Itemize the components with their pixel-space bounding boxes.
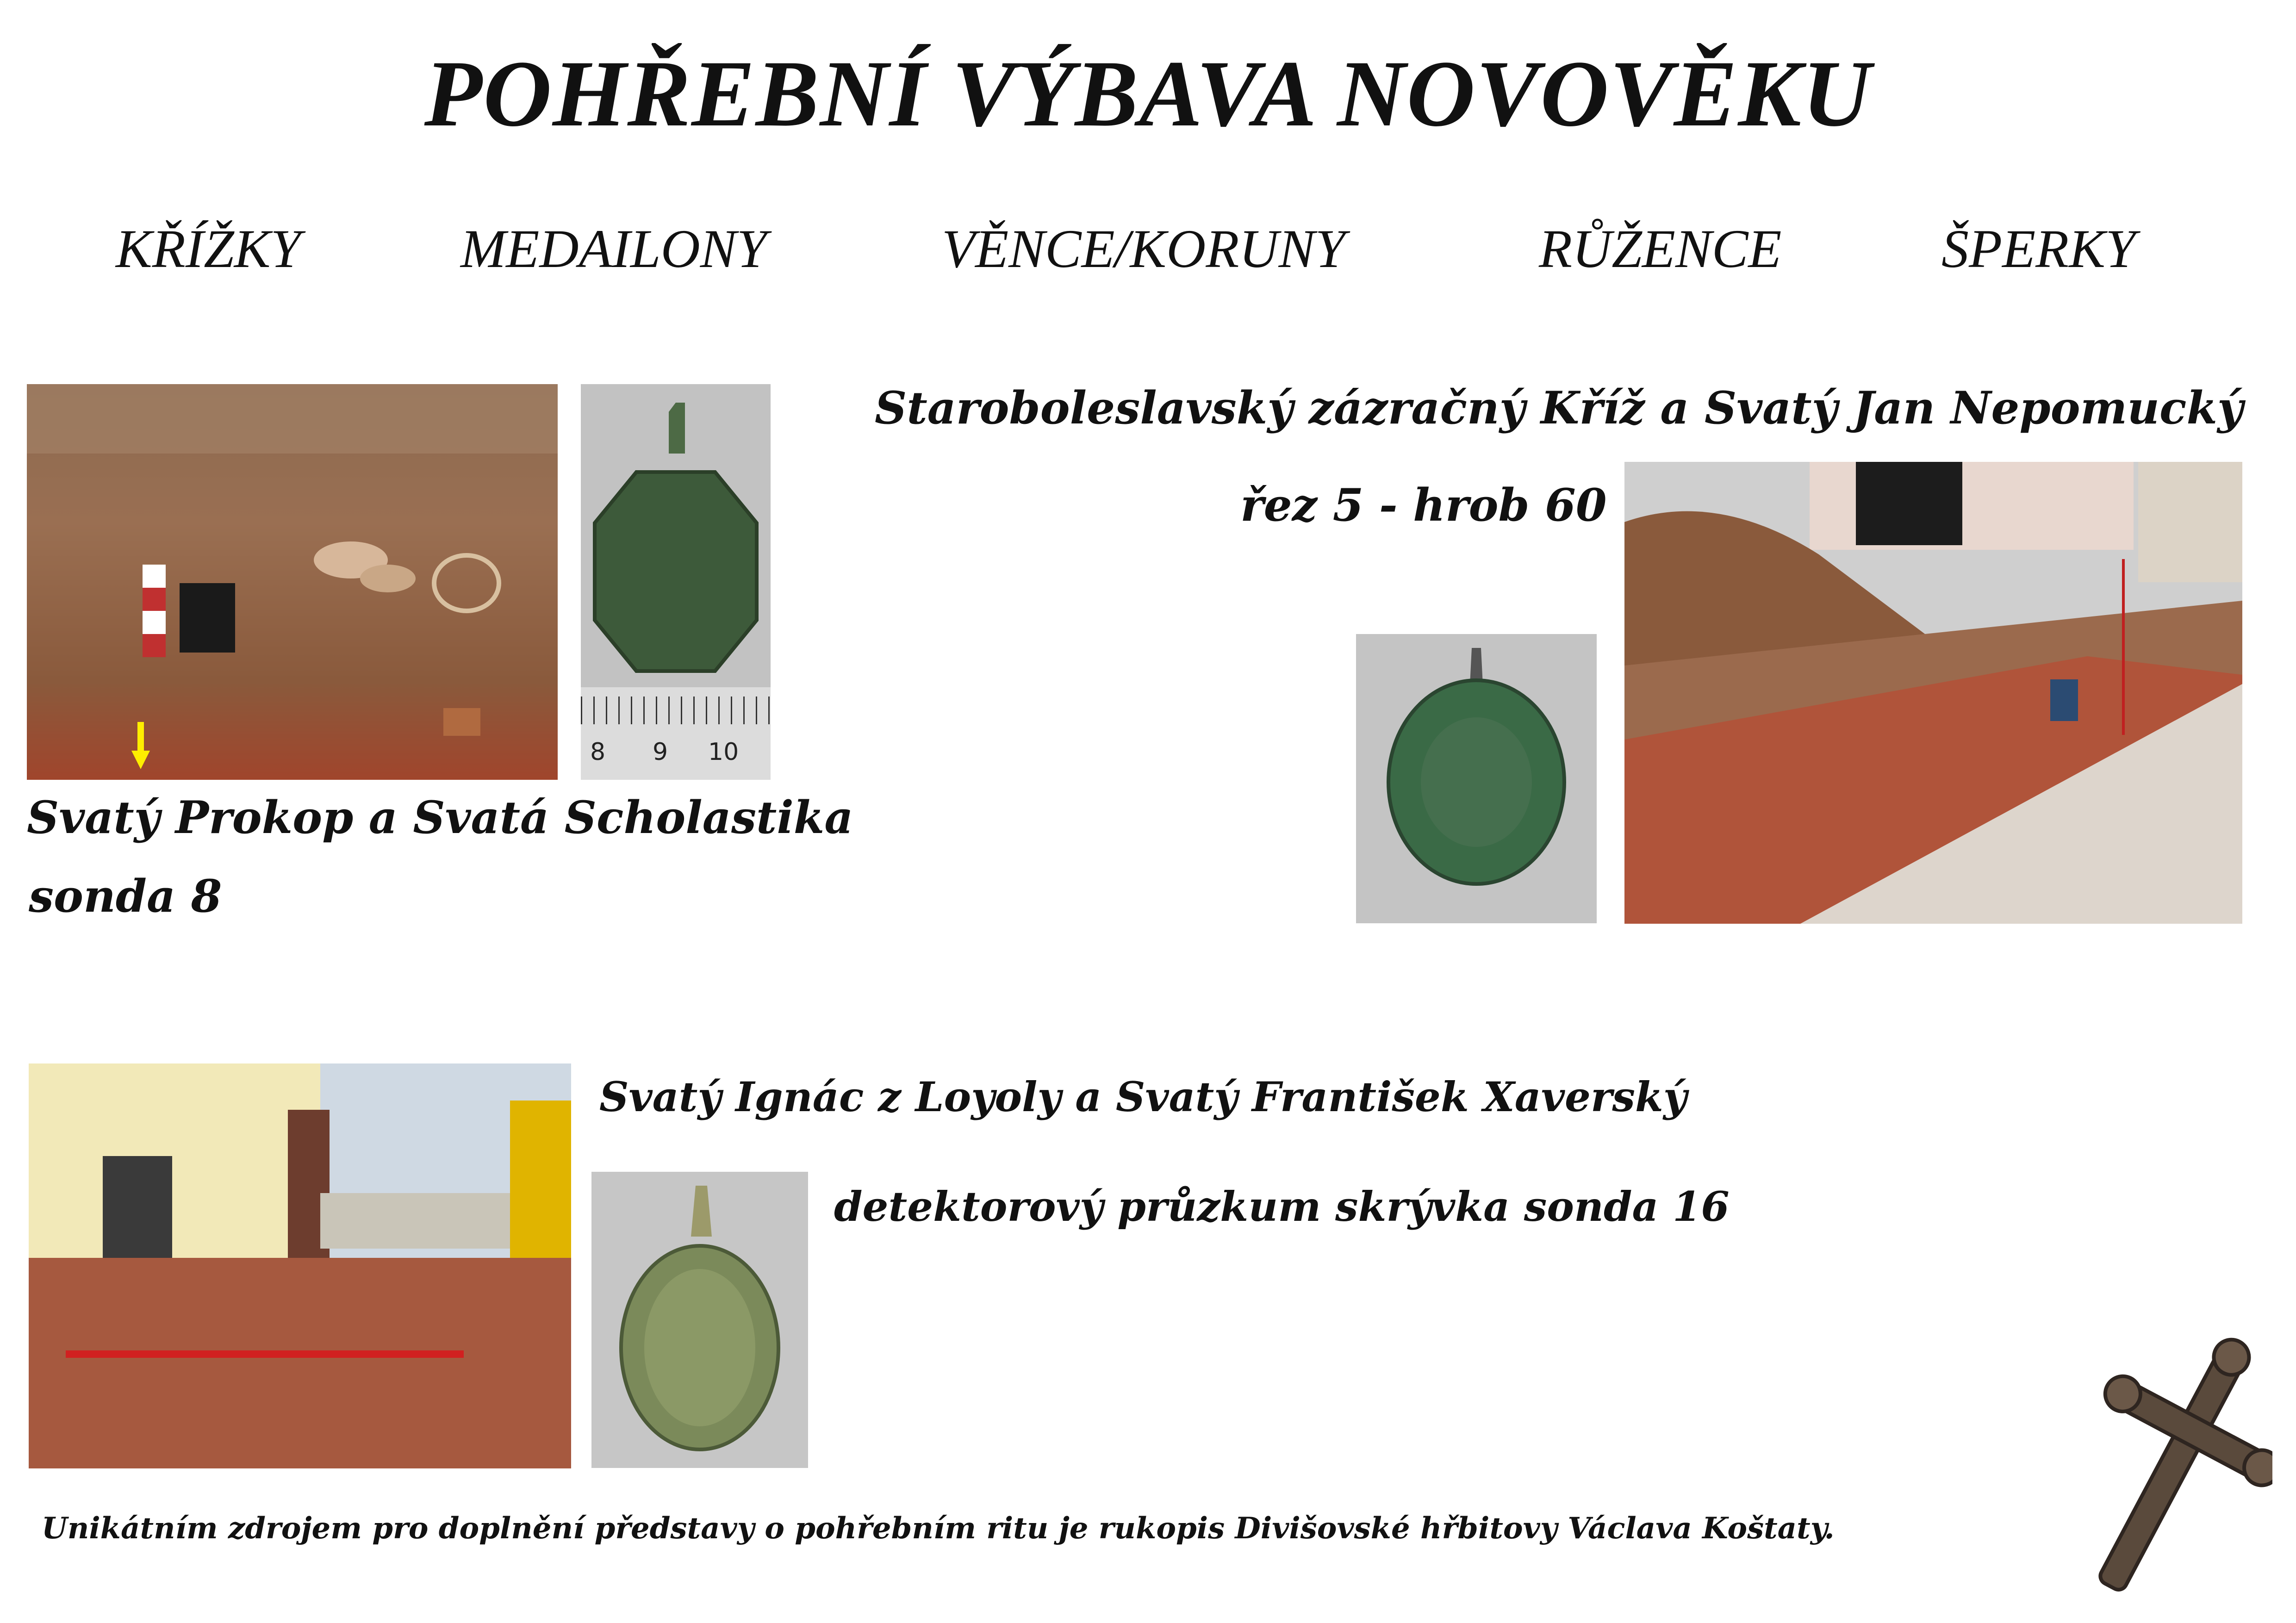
excavation-photo-sonda-8 <box>27 384 558 780</box>
excavation-photo-sonda-16 <box>29 1063 571 1468</box>
category-crosses: KŘÍŽKY <box>116 218 301 279</box>
source-note: Unikátním zdrojem pro doplnění představy o pohřebním ritu je rukopis Divišovské hřbitovy Václava Koštaty. <box>42 1511 1835 1546</box>
arrow-down-icon <box>131 751 150 769</box>
measurement-scale <box>581 696 771 724</box>
location-sonda-16: detektorový průzkum skrývka sonda 16 <box>834 1182 1730 1231</box>
page-title: POHŘEBNÍ VÝBAVA NOVOVĚKU <box>424 41 1872 146</box>
crucifix-icon <box>2069 1324 2272 1620</box>
location-sonda-8: sonda 8 <box>29 870 222 922</box>
caption-ignac: Svatý Ignác z Loyoly a Svatý František Xaverský <box>599 1073 1687 1121</box>
category-wreaths: VĚNCE/KORUNY <box>942 218 1345 279</box>
excavation-photo-rez-5 <box>1624 462 2242 924</box>
scale-tick-8: 8 <box>590 738 606 766</box>
location-rez-5: řez 5 - hrob 60 <box>1240 479 1607 531</box>
scale-tick-9: 9 <box>653 738 668 766</box>
category-medallions: MEDAILONY <box>460 218 767 279</box>
caption-prokop: Svatý Prokop a Svatá Scholastika <box>27 791 853 844</box>
medallion-photo-ignac <box>591 1172 808 1468</box>
category-rosaries: RŮŽENCE <box>1539 218 1782 279</box>
caption-stara-boleslav: Staroboleslavský zázračný Kříž a Svatý Jan Nepomucký <box>875 382 2243 434</box>
arrow-shaft <box>137 722 144 752</box>
category-jewelry: ŠPERKY <box>1941 218 2136 279</box>
scale-tick-10: 10 <box>708 738 739 766</box>
medallion-photo-cross <box>1356 634 1597 923</box>
